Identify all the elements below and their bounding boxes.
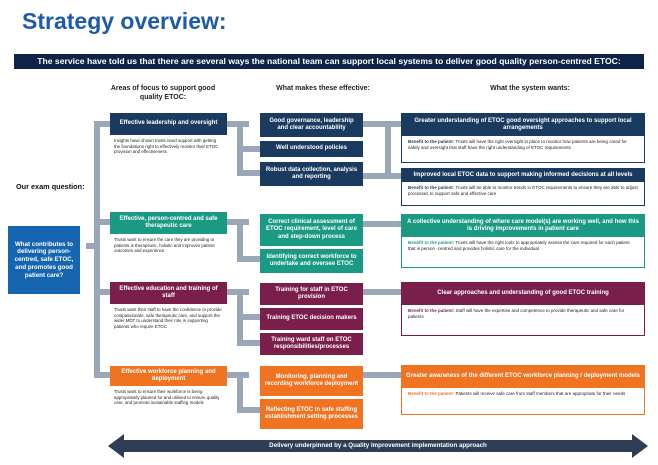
outcome-data-benefit bbox=[402, 182, 644, 200]
header-wants: What the system wants: bbox=[490, 85, 570, 92]
connector bbox=[385, 121, 391, 179]
enabler-training-staff: Training for staff in ETOC provision bbox=[260, 283, 363, 305]
enabler-training-ward-staff: Training ward staff on ETOC responsibilities/processes bbox=[260, 333, 363, 355]
outcome-data-title: Improved local ETOC data to support making informed decisions at all levels bbox=[402, 169, 644, 182]
connector bbox=[237, 170, 262, 176]
benefit-text: Trusts will have the right oversight in place to monitor how patients are being cared for safely and oversight that staff have the right understanding of ETOC requirements bbox=[408, 139, 627, 150]
benefit-label: Benefit to the patient: bbox=[408, 139, 455, 144]
focus-workforce-title: Effective workforce planning and deployment bbox=[110, 366, 227, 386]
connector bbox=[94, 372, 110, 378]
outcome-workforce-title: Greater awareness of the different ETOC workforce planning / deployment models bbox=[402, 366, 644, 388]
benefit-text: Trusts will be able to monitor trends in ETOC requirements to ensure they are able to adjust processes to support safe and effective care bbox=[408, 185, 638, 196]
enabler-policies: Well understood policies bbox=[260, 141, 363, 157]
enabler-data: Robust data collection, analysis and reporting bbox=[260, 162, 363, 186]
footer-text: Delivery underpinned by a Quality Improvement implementation approach bbox=[269, 442, 487, 449]
connector bbox=[94, 289, 110, 295]
connector bbox=[237, 219, 243, 261]
connector bbox=[237, 407, 262, 413]
connector bbox=[237, 314, 262, 320]
focus-leadership-title: Effective leadership and oversight bbox=[110, 113, 227, 135]
benefit-text: Staff will have the expertise and competence to provide therapeutic and safe care for patients bbox=[408, 308, 625, 319]
outcome-care-model-title: A collective understanding of where care model(s) are working well, and how this is driving improvements in patient care bbox=[402, 215, 644, 237]
connector bbox=[237, 256, 262, 262]
focus-leadership-desc: Insights have shown trusts need support with getting the foundations right to effectively monitor their ETOC provision and effectiveness bbox=[114, 138, 219, 155]
page-title: Strategy overview: bbox=[22, 8, 227, 34]
connector bbox=[237, 340, 262, 346]
connector bbox=[363, 372, 401, 378]
enabler-monitoring: Monitoring, planning and recording workforce deployment bbox=[260, 366, 363, 396]
outcome-training-benefit bbox=[402, 305, 644, 323]
banner: The service have told us that there are several ways the national team can support local systems to deliver good quality person-centred ETOC: bbox=[14, 54, 644, 69]
header-areas: Areas of focus to support good quality ETOC: bbox=[110, 85, 216, 101]
benefit-text: Patients will receive safe care from staff members that are appropriate for their needs bbox=[455, 391, 626, 396]
connector bbox=[94, 219, 110, 225]
outcome-data bbox=[401, 168, 645, 206]
connector bbox=[94, 121, 110, 127]
enabler-workforce: Identifying correct workforce to undertake and oversee ETOC bbox=[260, 249, 363, 273]
outcome-care-model-benefit bbox=[402, 237, 644, 255]
connector bbox=[363, 289, 401, 295]
outcome-workforce bbox=[401, 365, 645, 415]
benefit-text: Trusts will have the right tools to appropriately assess the care required for each patient that is person -centred and provides holistic care for the individual bbox=[408, 240, 630, 251]
outcome-care-model bbox=[401, 214, 645, 268]
outcome-training-title: Clear approaches and understanding of good ETOC training bbox=[402, 283, 644, 305]
outcome-training bbox=[401, 282, 645, 336]
connector bbox=[94, 124, 100, 378]
benefit-label: Benefit to the patient: bbox=[408, 240, 455, 245]
connector bbox=[363, 173, 401, 179]
benefit-label: Benefit to the patient: bbox=[408, 391, 455, 396]
exam-question-box: What contributes to delivering person-centred, safe ETOC, and promotes good patient care? bbox=[8, 226, 80, 294]
connector bbox=[237, 372, 243, 412]
connector bbox=[237, 146, 262, 152]
focus-workforce-desc: Trusts want to ensure their workforce is being appropriately planned for and utilised to ensure quality care, and promote sustainable staffing models bbox=[114, 389, 220, 406]
benefit-label: Benefit to the patient: bbox=[408, 185, 455, 190]
enabler-training-decision-makers: Training ETOC decision makers bbox=[260, 308, 363, 330]
outcome-workforce-benefit bbox=[402, 388, 644, 400]
enabler-clinical-assessment: Correct clinical assessment of ETOC requirement, level of care and step-down process bbox=[260, 214, 363, 246]
benefit-label: Benefit to the patient: bbox=[408, 308, 455, 313]
header-effective: What makes these effective: bbox=[276, 85, 370, 92]
focus-care-desc: Trusts want to ensure the care they are providing to patients is therapeutic, holistic and improves patient outcomes and experience bbox=[114, 237, 215, 254]
exam-question-label: Our exam question: bbox=[16, 182, 85, 191]
connector bbox=[363, 221, 401, 227]
outcome-oversight-title: Greater understanding of ETOC good oversight approaches to support local arrangements bbox=[402, 114, 644, 136]
enabler-staffing: Reflecting ETOC in safe staffing establishment setting processes bbox=[260, 399, 363, 429]
connector bbox=[363, 121, 401, 127]
enabler-governance: Good governance, leadership and clear accountability bbox=[260, 113, 363, 137]
focus-training-title: Effective education and training of staff bbox=[110, 282, 227, 304]
focus-care-title: Effective, person-centred and safe therapeutic care bbox=[110, 212, 227, 234]
outcome-oversight-benefit bbox=[402, 136, 644, 154]
outcome-oversight bbox=[401, 113, 645, 163]
focus-training-desc: Trusts want their staff to have the confidence to provide compassionate, safe therapeutic care, and support the wider MDT to understand their role in supporting patients who require ETOC bbox=[114, 307, 222, 329]
